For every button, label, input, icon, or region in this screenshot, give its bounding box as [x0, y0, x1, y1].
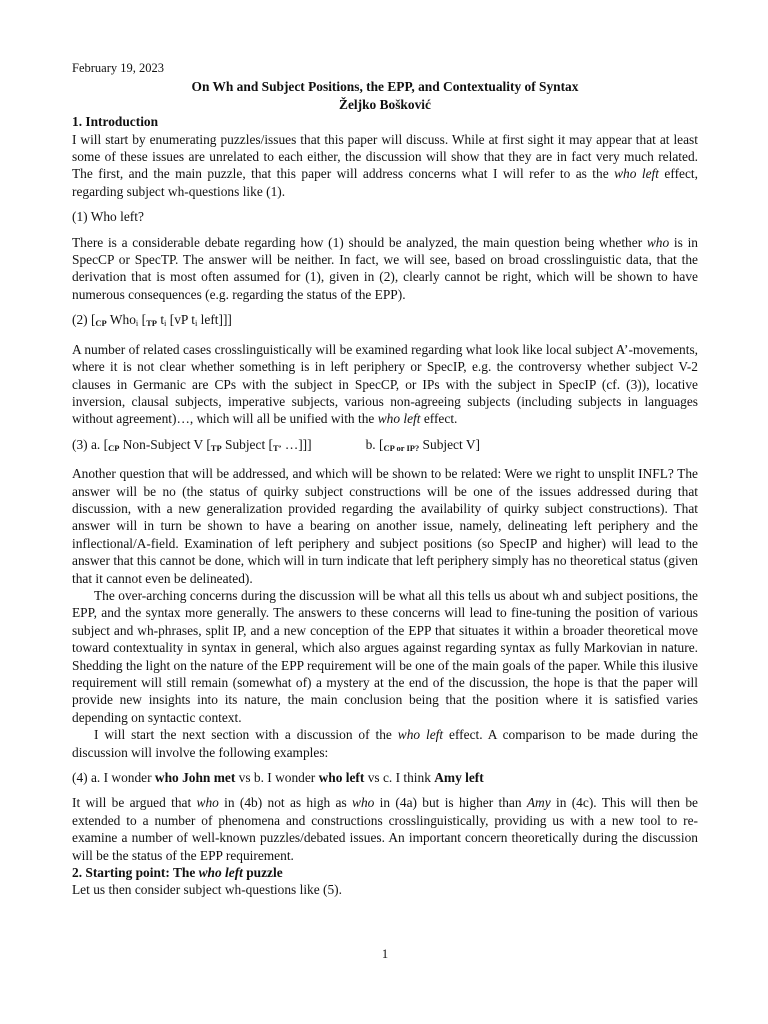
document-title: On Wh and Subject Positions, the EPP, and Contextuality of Syntax — [191, 79, 579, 95]
document-author: Željko Bošković — [339, 96, 431, 112]
paragraph-intro-6: I will start the next section with a discussion of the who left effect. A comparison to be made during the discussion will involve the following examples: — [72, 727, 698, 760]
section-heading-starting-point: 2. Starting point: The who left puzzle — [72, 865, 283, 881]
document-page — [72, 60, 698, 961]
paragraph-intro-3: A number of related cases crosslinguistically will be examined regarding what look like local subject A’-movements, where it is not clear whether something is in left periphery or SpecIP, e.g. the controversy whether subject V-2 clauses in Germanic are CPs with the subject in SpecCP, or IPs with the subject in SpecIP (cf. (3)), locative inversion, clausal subjects, imperative subjects, various non-agreeing subjects (including subjects in languages without agreement)…, which will all be unified with the who left effect. — [72, 341, 698, 427]
example-4: (4) a. I wonder who John met vs b. I wonder who left vs c. I think Amy left — [72, 770, 484, 786]
section-heading-introduction: 1. Introduction — [72, 114, 159, 130]
paragraph-intro-4: Another question that will be addressed, and which will be shown to be related: Were we right to unsplit INFL? The answer will be no (the status of quirky subject constructions will be one of the issues addressed during that discussion, with a new generalization provided regarding the availability of quirky subject constructions). That answer will in turn be shown to have a bearing on another issue, namely, delineating left periphery and the inflectional/A-field. Examination of left periphery and subject positions (so SpecIP and higher) will lead to the answer that this cannot be done, which will in turn indicate that left periphery simply has no theoretical status (given that it cannot even be delineated). — [72, 466, 698, 586]
paragraph-intro-1: I will start by enumerating puzzles/issues that this paper will discuss. While at first sight it may appear that at least some of these issues are unrelated to each either, the discussion will show that they are in fact very much related. The first, and the main puzzle, that this paper will address concerns what I will refer to as the who left effect, regarding subject wh-questions like (1). — [72, 131, 698, 199]
example-1: (1) Who left? — [72, 209, 144, 225]
example-2: (2) [$_{CP}$ Who$_i$ [$_{TP}$ $t_i$ [vP $t_i$ left]]] — [72, 312, 232, 329]
document-date: February 19, 2023 — [72, 61, 164, 75]
paragraph-intro-5: The over-arching concerns during the discussion will be what all this tells us about wh and subject positions, the EPP, and the syntax more generally. The answers to these concerns will lead to fine-tuning the position of various subject and wh-phrases, split IP, and a new conception of the EPP that situates it within a broader theoretical move toward contextuality in syntax in general, which also argues against regarding syntax as fully Markovian in nature. Shedding the light on the nature of the EPP requirement will be one of the main goals of the paper. While this ilusive requirement will still remain (somewhat of) a mystery at the end of the discussion, the hope is that the paper will provide new insights into its nature, the main conclusion being that the position where it is satisfied varies depending on syntactic context. — [72, 587, 698, 725]
paragraph-intro-7: It will be argued that who in (4b) not as high as who in (4a) but is higher than Amy in (4c). This will then be extended to a number of phenomena and constructions crosslinguistically, providing us with a new tool to re-examine a number of well-known puzzles/debated issues. An important concern theoretically during the discussion will be the status of the EPP requirement. — [72, 795, 698, 863]
example-3: (3) a. [$_{CP}$ Non-Subject V [$_{TP}$ Subject [$_{T’}$ …]]] b. [$_{CP or IP?}$ Subject V] — [72, 436, 480, 453]
page-number: 1 — [381, 947, 389, 961]
paragraph-intro-2: There is a considerable debate regarding how (1) should be analyzed, the main question being whether who is in SpecCP or SpecTP. The answer will be neither. In fact, we will see, based on broad crosslinguistic data, that the derivation that is most often assumed for (1), given in (2), clearly cannot be right, which will be shown to have numerous consequences (e.g. regarding the status of the EPP). — [72, 234, 698, 302]
paragraph-section2-1: Let us then consider subject wh-questions like (5). — [72, 882, 342, 898]
